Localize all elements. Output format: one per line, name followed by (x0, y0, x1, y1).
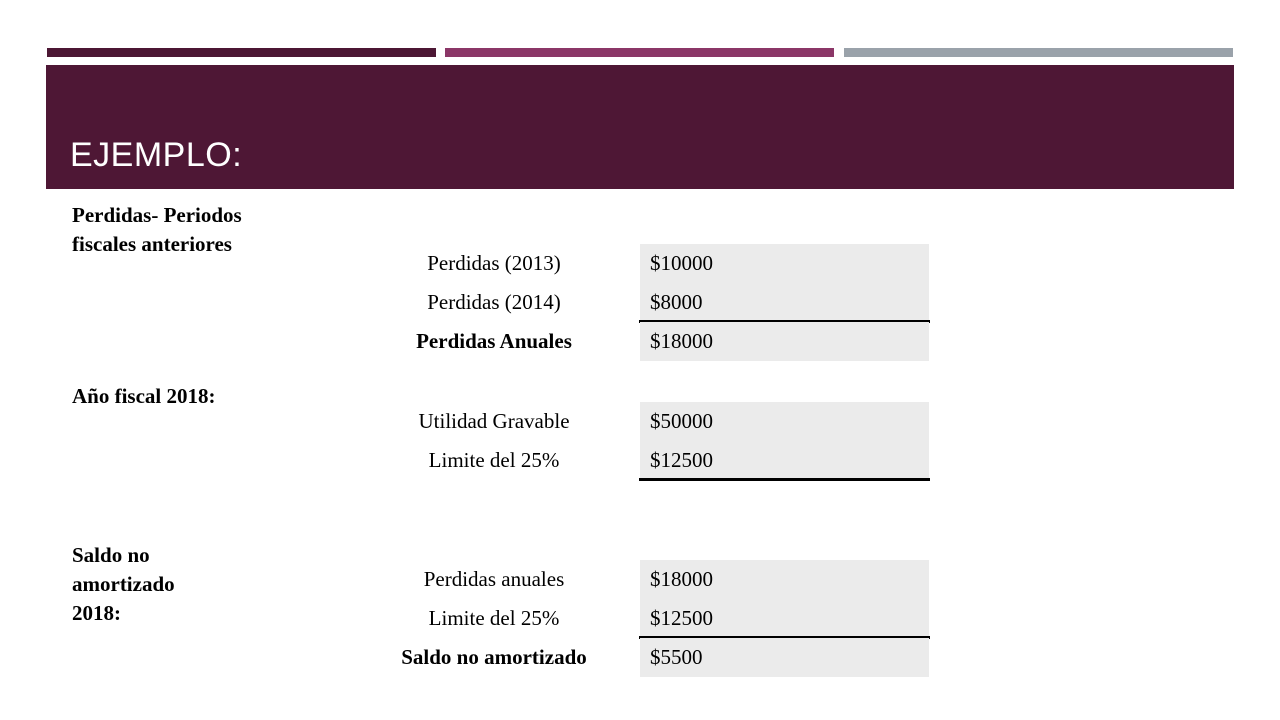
slide-title: EJEMPLO: (70, 136, 243, 174)
accent-bar-2 (445, 48, 834, 57)
section-label-fiscal-year: Año fiscal 2018: (72, 384, 216, 408)
value-cell-total: $5500 (640, 638, 929, 677)
accent-bar-3 (844, 48, 1233, 57)
value-cell-total: $18000 (640, 322, 929, 361)
section-label-unamortized: Saldo no amortizado 2018: (72, 543, 175, 625)
row-label-total: Saldo no amortizado (401, 645, 587, 669)
value-cell: $8000 (640, 283, 929, 322)
total-rule (639, 478, 930, 481)
row-label-total: Perdidas Anuales (416, 329, 572, 353)
value-cell: $18000 (640, 560, 929, 599)
row-label: Limite del 25% (428, 606, 560, 630)
value-cell: $10000 (640, 244, 929, 283)
row-label: Perdidas (2014) (427, 290, 561, 314)
section-label-prior-losses: Perdidas- Periodos fiscales anteriores (72, 203, 242, 256)
row-label: Utilidad Gravable (418, 409, 570, 433)
accent-bar-1 (47, 48, 436, 57)
row-label: Perdidas anuales (423, 567, 565, 591)
value-cell: $12500 (640, 599, 929, 638)
row-label: Perdidas (2013) (427, 251, 561, 275)
value-cell: $12500 (640, 441, 929, 480)
title-band (46, 65, 1234, 189)
value-cell: $50000 (640, 402, 929, 441)
row-label: Limite del 25% (428, 448, 560, 472)
